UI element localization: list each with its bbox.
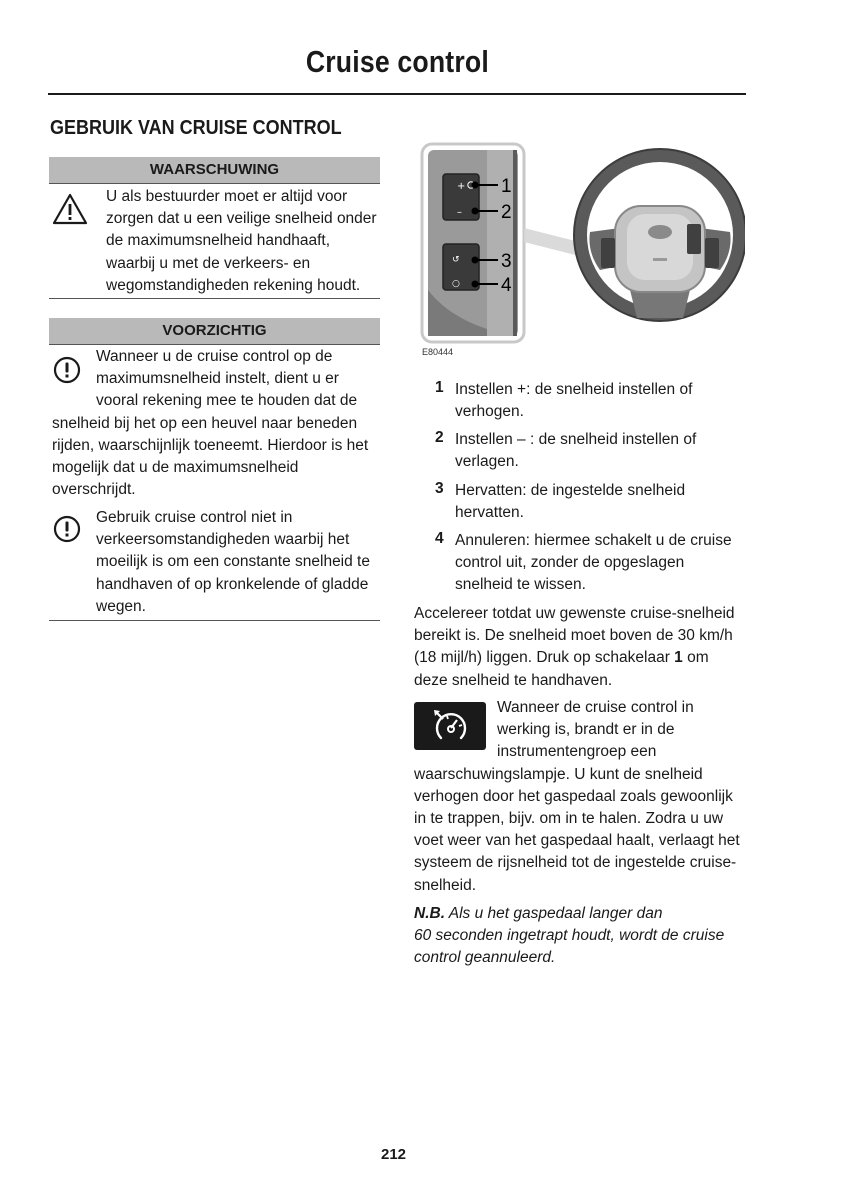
indicator-text-indented: Wanneer de cruise control in werking is, brandt er in de instrumentengroep een — [497, 699, 694, 761]
switch-set-minus-symbol: – — [457, 207, 462, 218]
item-number: 3 — [435, 480, 444, 497]
page-number: 212 — [381, 1146, 407, 1163]
figure-code: E80444 — [422, 347, 454, 357]
caution-header: VOORZICHTIG — [49, 318, 380, 345]
note-label: N.B. — [414, 905, 445, 922]
cruise-control-warning-lamp-icon — [414, 702, 486, 755]
warning-bottom-rule — [49, 298, 380, 299]
callout-3: 3 — [501, 251, 512, 272]
switch-set-plus-symbol: + — [457, 181, 466, 192]
caution-text-1-indented: Wanneer u de cruise control op de maximumsnelheid instelt, dient u er vooral rekening mee te houden dat de — [96, 348, 358, 410]
warning-triangle-icon — [52, 192, 88, 231]
callout-2: 2 — [501, 202, 512, 223]
caution-text-2: Gebruik cruise control niet in verkeersomstandigheden waarbij het moeilijk is om een constante snelheid te handhaven of op kronkelende of gladde wegen. — [96, 509, 370, 615]
item-number: 2 — [435, 429, 444, 446]
section-heading: GEBRUIK VAN CRUISE CONTROL — [50, 117, 342, 139]
page-title: Cruise control — [305, 44, 489, 79]
caution-text-1-full: snelheid bij het op een heuvel naar beneden rijden, waarschijnlijk toeneemt. Hierdoor is het mogelijk dat u de maximumsnelheid overschrijdt. — [52, 414, 369, 499]
switch-resume-symbol: ↺ — [452, 255, 460, 265]
note-paragraph: N.B. Als u het gaspedaal langer dan 60 seconden ingetrapt houdt, wordt de cruise control geannuleerd. — [414, 905, 725, 967]
indicator-text-full: waarschuwingslampje. U kunt de snelheid verhogen door het gaspedaal zoals gewoonlijk in te trappen, bijv. om in te halen. Zodra u uw voet weer van het gaspedaal haalt, verlaagt het systeem de rijsnelheid tot de ingestelde cruise- snelheid. — [414, 765, 740, 894]
item-text: Instellen +: de snelheid instellen of verhogen. — [455, 381, 693, 421]
item-number: 1 — [435, 379, 444, 396]
caution-exclamation-icon — [52, 355, 82, 390]
accelerate-paragraph: Accelereer totdat uw gewenste cruise-snelheid bereikt is. De snelheid moet boven de 30 km/h (18 mijl/h) liggen. Druk op schakelaar 1 om deze snelheid te handhaven. — [414, 605, 735, 689]
caution-bottom-rule — [49, 620, 380, 621]
item-text: Annuleren: hiermee schakelt u de cruise control uit, zonder de opgeslagen snelheid te wissen. — [455, 532, 732, 594]
title-rule — [48, 93, 746, 95]
steering-wheel-figure — [415, 140, 745, 355]
callout-4: 4 — [501, 275, 512, 296]
warning-text: U als bestuurder moet er altijd voor zorgen dat u een veilige snelheid onder de maximumsnelheid handhaaft, waarbij u met de verkeers- en wegomstandigheden rekening houdt. — [106, 188, 377, 294]
item-number: 4 — [435, 530, 444, 547]
item-text: Hervatten: de ingestelde snelheid hervatten. — [455, 482, 686, 522]
caution-exclamation-icon — [52, 514, 82, 549]
switch-cancel-symbol: ○ — [452, 279, 460, 289]
item-text: Instellen – : de snelheid instellen of verlagen. — [455, 431, 697, 471]
callout-1: 1 — [501, 176, 512, 197]
warning-header: WAARSCHUWING — [49, 157, 380, 184]
